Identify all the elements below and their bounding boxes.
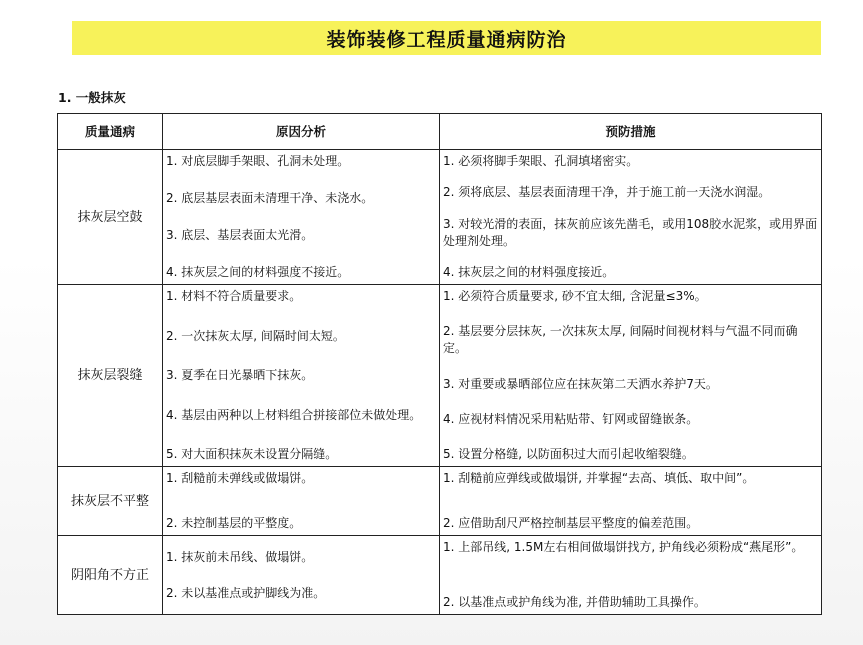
cause-item: 1. 抹灰前未吊线、做塌饼。	[166, 549, 314, 564]
table-row	[58, 467, 822, 536]
cause-item: 2. 一次抹灰太厚, 间隔时间太短。	[166, 328, 345, 343]
prevention-item: 2. 以基准点或护角线为准, 并借助辅助工具操作。	[443, 595, 706, 609]
prevention-item: 5. 设置分格缝, 以防面积过大而引起收缩裂缝。	[443, 447, 694, 461]
header-cause: 原因分析	[163, 114, 440, 150]
prevention-item: 2. 须将底层、基层表面清理干净，并于施工前一天浇水润湿。	[443, 185, 771, 200]
defect-cell: 阴阳角不方正	[58, 536, 163, 615]
prevention-item: 1. 上部吊线, 1.5M左右相间做塌饼找方, 护角线必须粉成“燕尾形”。	[443, 540, 804, 554]
prevention-cell	[440, 285, 822, 467]
cause-item: 3. 夏季在日光暴晒下抹灰。	[166, 368, 314, 382]
quality-defects-table	[57, 113, 822, 615]
cause-item: 2. 未以基准点或护脚线为准。	[166, 585, 326, 600]
page-title: 装饰装修工程质量通病防治	[326, 28, 567, 51]
table-row	[58, 285, 822, 467]
table-row	[58, 536, 822, 615]
header-prevention: 预防措施	[440, 114, 822, 150]
cause-cell	[163, 285, 440, 467]
prevention-cell	[440, 150, 822, 285]
cause-cell	[163, 536, 440, 615]
prevention-item: 4. 抹灰层之间的材料强度接近。	[443, 264, 615, 279]
defect-cell: 抹灰层不平整	[58, 467, 163, 536]
prevention-item: 2. 应借助刮尺严格控制基层平整度的偏差范围。	[443, 516, 699, 530]
cause-item: 1. 材料不符合质量要求。	[166, 289, 302, 303]
cause-item: 5. 对大面积抹灰未设置分隔缝。	[166, 447, 338, 461]
prevention-item: 1. 必须符合质量要求, 砂不宜太细, 含泥量≤3%。	[443, 289, 707, 303]
section-heading: 1. 一般抹灰	[58, 90, 126, 105]
cause-item: 3. 底层、基层表面太光滑。	[166, 228, 314, 242]
cause-item: 4. 基层由两种以上材料组合拼接部位未做处理。	[166, 407, 422, 422]
prevention-item: 4. 应视材料情况采用粘贴带、钉网或留缝嵌条。	[443, 411, 699, 426]
cause-cell	[163, 467, 440, 536]
defect-cell: 抹灰层空鼓	[58, 150, 163, 285]
title-banner	[72, 21, 821, 55]
prevention-cell	[440, 536, 822, 615]
cause-item: 2. 底层基层表面未清理干净、未浇水。	[166, 191, 374, 205]
cause-item: 1. 刮糙前未弹线或做塌饼。	[166, 471, 314, 485]
prevention-item: 3. 对较光滑的表面，抹灰前应该先凿毛，或用108胶水泥浆，或用界面处理剂处理。	[443, 216, 818, 248]
prevention-cell	[440, 467, 822, 536]
prevention-item: 1. 必须将脚手架眼、孔洞填堵密实。	[443, 154, 639, 168]
defect-cell: 抹灰层裂缝	[58, 285, 163, 467]
cause-item: 2. 未控制基层的平整度。	[166, 516, 302, 530]
prevention-item: 2. 基层要分层抹灰, 一次抹灰太厚, 间隔时间视材料与气温不同而确定。	[443, 324, 798, 356]
table-row	[58, 150, 822, 285]
cause-item: 1. 对底层脚手架眼、孔洞未处理。	[166, 154, 350, 168]
prevention-item: 1. 刮糙前应弹线或做塌饼, 并掌握“去高、填低、取中间”。	[443, 471, 755, 485]
header-defect: 质量通病	[58, 114, 163, 150]
prevention-item: 3. 对重要或暴晒部位应在抹灰第二天洒水养护7天。	[443, 376, 718, 391]
cause-item: 4. 抹灰层之间的材料强度不接近。	[166, 265, 350, 279]
cause-cell	[163, 150, 440, 285]
table-header-row	[58, 114, 822, 150]
